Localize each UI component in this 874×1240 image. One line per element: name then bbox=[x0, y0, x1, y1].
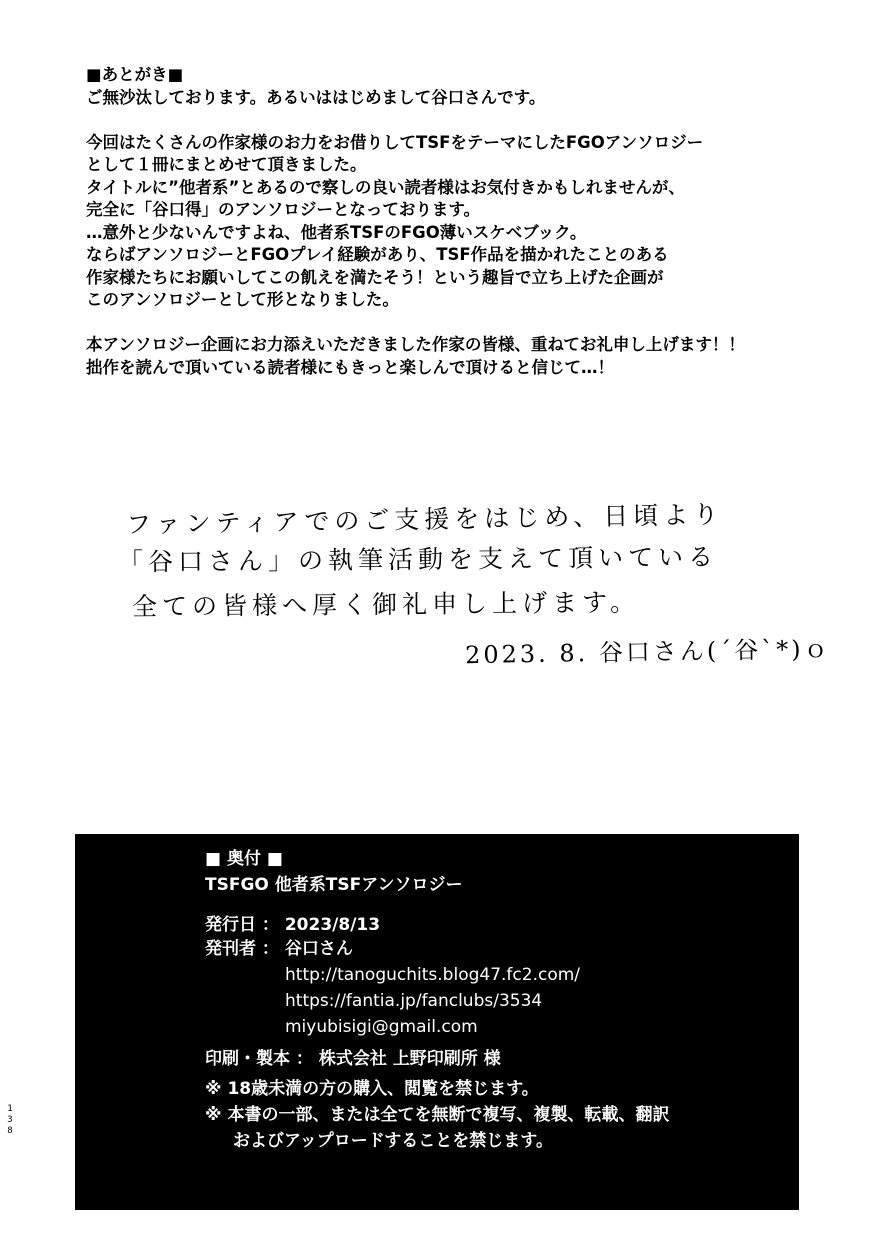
afterword-line: ならばアンソロジーとFGOプレイ経験があり、TSF作品を描かれたことのある bbox=[86, 245, 669, 264]
afterword-line: 拙作を読んで頂いている読者様にもきっと楽しんで頂けると信じて…！ bbox=[86, 357, 614, 377]
afterword-line: 本アンソロジー企画にお力添えいただきました作家の皆様、重ねてお礼申し上げます！！ bbox=[86, 335, 745, 354]
colophon-box bbox=[75, 834, 799, 1210]
page-number: 1 3 8 bbox=[7, 1104, 13, 1136]
fantia-link[interactable]: https://fantia.jp/fanclubs/3534 bbox=[285, 991, 543, 1011]
printer: 印刷・製本 ： 株式会社 上野印刷所 様 bbox=[205, 1049, 501, 1069]
afterword-line: として１冊にまとめせて頂きました。 bbox=[86, 155, 367, 174]
blog-link[interactable]: http://tanoguchits.blog47.fc2.com/ bbox=[285, 965, 581, 985]
afterword-line: このアンソロジーとして形となりました。 bbox=[86, 290, 399, 309]
issue-date: 発行日 ： 2023/8/13 bbox=[205, 915, 381, 935]
book-title: TSFGO 他者系TSFアンソロジー bbox=[205, 875, 463, 895]
publisher: 発刊者 ： 谷口さん bbox=[205, 939, 353, 959]
afterword-heading: ■あとがき■ bbox=[86, 65, 184, 84]
handwritten-line-3: 全ての皆様へ厚く御礼申し上げます。 bbox=[131, 587, 641, 622]
handwritten-signature: 2023. 8. 谷口さん(´谷`*)ｏ bbox=[464, 634, 831, 670]
afterword-line: 作家様たちにお願いしてこの飢えを満たそう！という趣旨で立ち上げた企画が bbox=[86, 267, 664, 287]
afterword-line: 完全に「谷口得」のアンソロジーとなっております。 bbox=[86, 200, 481, 219]
handwritten-line-2: 「谷口さん」の執筆活動を支えて頂いている bbox=[117, 542, 719, 577]
email-link[interactable]: miyubisigi@gmail.com bbox=[285, 1017, 478, 1037]
afterword-greeting: ご無沙汰しております。あるいははじめまして谷口さんです。 bbox=[86, 87, 546, 107]
colophon-heading: ■ 奥付 ■ bbox=[205, 849, 283, 869]
age-restriction-note: ※ 18歳未満の方の購入、閲覧を禁じます。 bbox=[205, 1079, 539, 1099]
afterword-line: タイトルに”他者系”とあるので察しの良い読者様はお気付きかもしれませんが、 bbox=[86, 177, 685, 197]
copyright-note-cont: およびアップロードすることを禁じます。 bbox=[233, 1131, 553, 1151]
afterword-line: 今回はたくさんの作家様のお力をお借りしてTSFをテーマにしたFGOアンソロジー bbox=[86, 132, 704, 152]
afterword bbox=[86, 64, 826, 379]
handwritten-line-1: ファンティアでのご支援をはじめ、日頃より bbox=[125, 499, 724, 540]
afterword-line: …意外と少ないんですよね、他者系TSFのFGO薄いスケベブック。 bbox=[86, 222, 587, 242]
copyright-note: ※ 本書の一部、または全てを無断で複写、複製、転載、翻訳 bbox=[205, 1105, 670, 1125]
